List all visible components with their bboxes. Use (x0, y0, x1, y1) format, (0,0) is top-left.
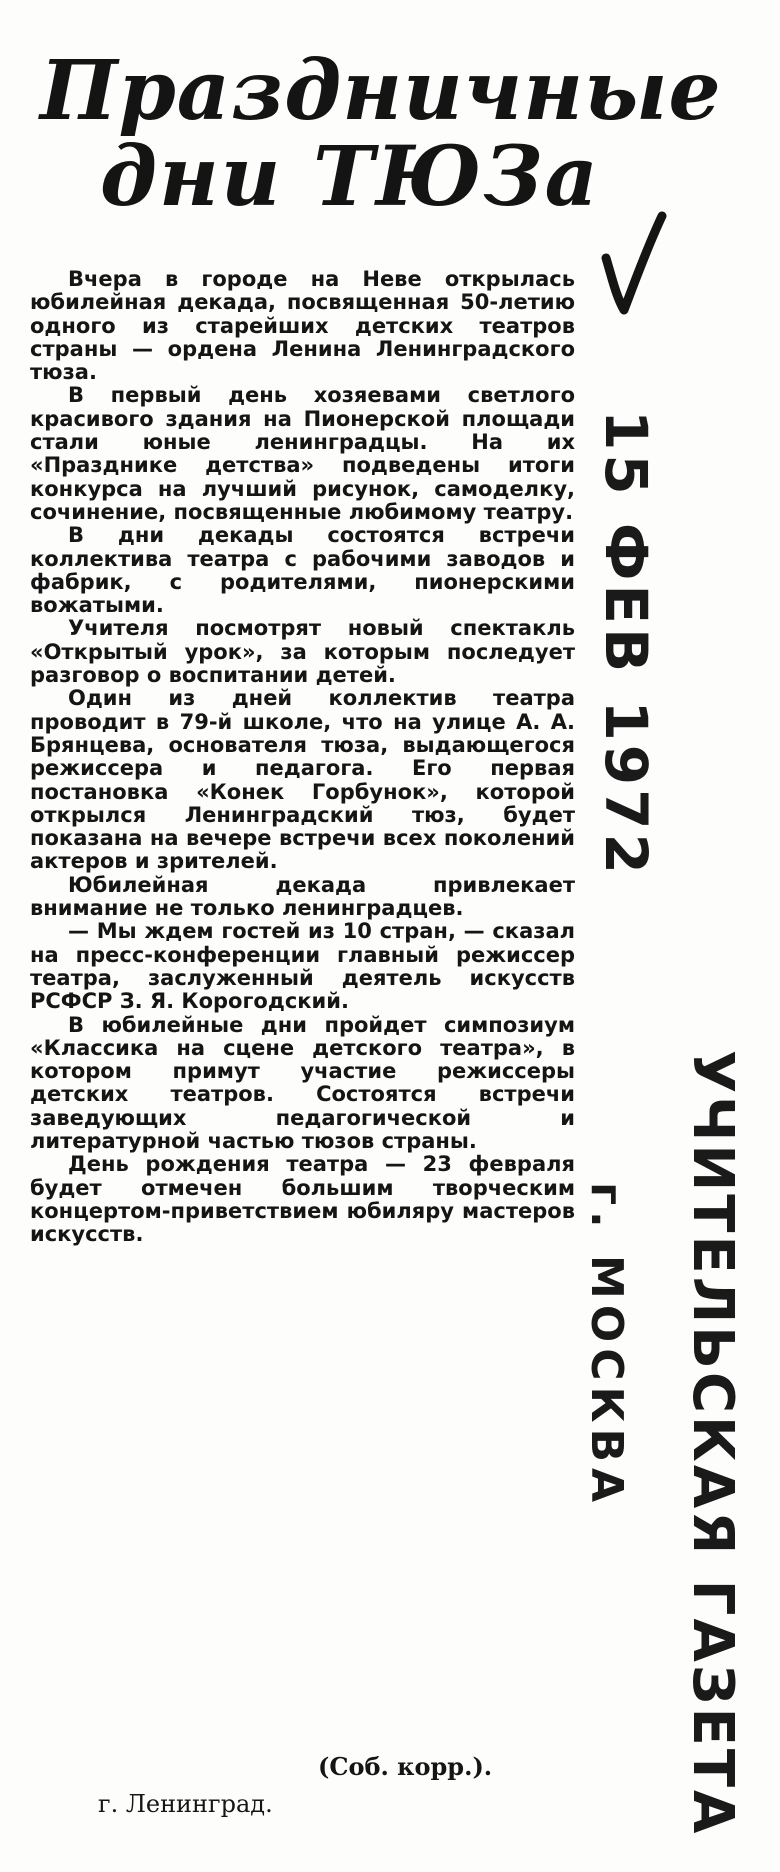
article-body (30, 268, 575, 1246)
paragraph: Вчера в городе на Неве открылась юбилейная декада, посвященная 50-летию одного из старейших детских театров страны — ордена Ленина Ленинградского тюза. (30, 267, 575, 385)
dateline-city: г. Ленинград. (98, 1790, 273, 1818)
correspondent-signature: (Соб. корр.). (318, 1752, 493, 1781)
date-stamp: 15 ФЕВ 1972 (592, 410, 660, 878)
newspaper-stamp: УЧИТЕЛЬСКАЯ ГАЗЕТА (680, 1050, 745, 1837)
paragraph: Юбилейная декада привлекает внимание не только ленинградцев. (30, 872, 575, 921)
paragraph: День рождения театра — 23 февраля будет отмечен большим творческим концертом-приветствием юбиляру мастеров искусств. (30, 1152, 575, 1247)
paragraph: В первый день хозяевами светлого красивого здания на Пионерской площади стали юные ленинградцы. На их «Празднике детства» подведены итоги конкурса на лучший рисунок, самоделку, сочинение, посвященные любимому театру. (30, 383, 575, 524)
paragraph: Один из дней коллектив театра проводит в 79-й школе, что на улице А. А. Брянцева, основателя тюза, выдающегося режиссера и педагога. Его первая постановка «Конек Горбунок», которой открылся Ленинградский тюз, будет показана на вечере встречи всех поколений актеров и зрителей. (30, 686, 575, 874)
city-stamp: г. МОСКВА (581, 1182, 632, 1509)
paragraph: Учителя посмотрят новый спектакль «Открытый урок», за которым последует разговор о воспитании детей. (30, 616, 575, 688)
headline (40, 43, 722, 225)
check-mark-icon (598, 210, 668, 320)
paragraph: В юбилейные дни пройдет симпозиум «Классика на сцене детского театра», в котором примут участие режиссеры детских театров. Состоятся встречи заведующих педагогической и литературной частью тюзов страны. (30, 1012, 575, 1153)
paragraph: В дни декады состоятся встречи коллектива театра с рабочими заводов и фабрик, с родителями, пионерскими вожатыми. (30, 523, 575, 618)
paragraph: — Мы ждем гостей из 10 стран, — сказал на пресс-конференции главный режиссер театра, заслуженный деятель искусств РСФСР З. Я. Корогодский. (30, 919, 575, 1014)
headline-line-1: Праздничные (40, 43, 722, 139)
headline-line-2: дни ТЮЗа (100, 129, 600, 225)
